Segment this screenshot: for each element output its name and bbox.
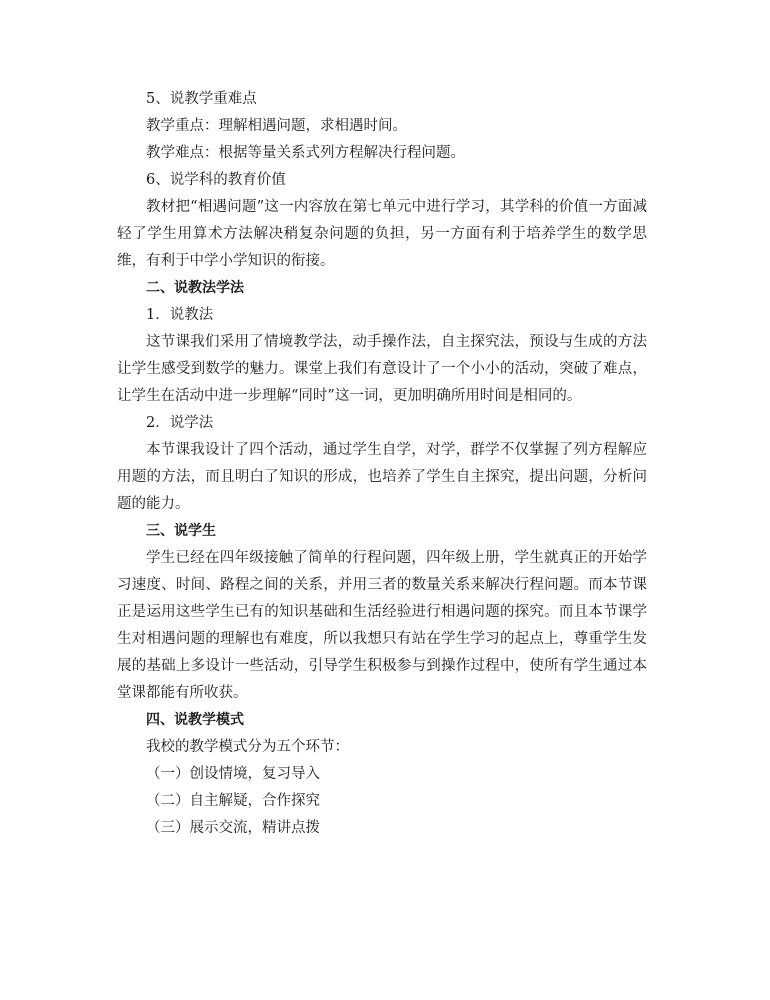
- learning-method-title: 2．说学法: [146, 415, 214, 431]
- heading-teaching-model: 四、说教学模式: [146, 712, 244, 728]
- document-page: [117, 86, 647, 842]
- heading-teaching-methods: 二、说教法学法: [146, 280, 244, 296]
- teaching-method-paragraph: 这节课我们采用了情境教学法，动手操作法，自主探究法，预设与生成的方法让学生感受到数学的魅力。课堂上我们有意设计了一个小小的活动，突破了难点，让学生在活动中进一步理解“同时”这一词，更加明确所用时间是相同的。: [117, 334, 647, 404]
- learning-method-paragraph: 本节课我设计了四个活动，通过学生自学，对学，群学不仅掌握了列方程解应用题的方法，而且明白了知识的形成，也培养了学生自主探究，提出问题，分析问题的能力。: [117, 442, 647, 512]
- section-5-title: 5、说教学重难点: [146, 91, 257, 107]
- teaching-model-intro: 我校的教学模式分为五个环节：: [146, 739, 349, 755]
- list-item: （二）自主解疑，合作探究: [146, 793, 320, 809]
- teaching-key-point: 教学重点：理解相遇问题，求相遇时间。: [146, 118, 407, 134]
- list-item: （一）创设情境，复习导入: [146, 766, 320, 782]
- list-item: （三）展示交流，精讲点拨: [146, 820, 320, 836]
- teaching-difficulty: 教学难点：根据等量关系式列方程解决行程问题。: [146, 145, 465, 161]
- teaching-method-title: 1．说教法: [146, 307, 214, 323]
- section-6-title: 6、说学科的教育价值: [146, 172, 286, 188]
- section-6-paragraph: 教材把“相遇问题”这一内容放在第七单元中进行学习，其学科的价值一方面减轻了学生用算术方法解决稍复杂问题的负担，另一方面有利于培养学生的数学思维，有利于中学小学知识的衔接。: [117, 199, 647, 269]
- students-paragraph: 学生已经在四年级接触了简单的行程问题，四年级上册，学生就真正的开始学习速度、时间、路程之间的关系，并用三者的数量关系来解决行程问题。而本节课正是运用这些学生已有的知识基础和生活经验进行相遇问题的探究。而且本节课学生对相遇问题的理解也有难度，所以我想只有站在学生学习的起点上，尊重学生发展的基础上多设计一些活动，引导学生积极参与到操作过程中，使所有学生通过本堂课都能有所收获。: [117, 550, 647, 701]
- heading-students: 三、说学生: [146, 523, 216, 539]
